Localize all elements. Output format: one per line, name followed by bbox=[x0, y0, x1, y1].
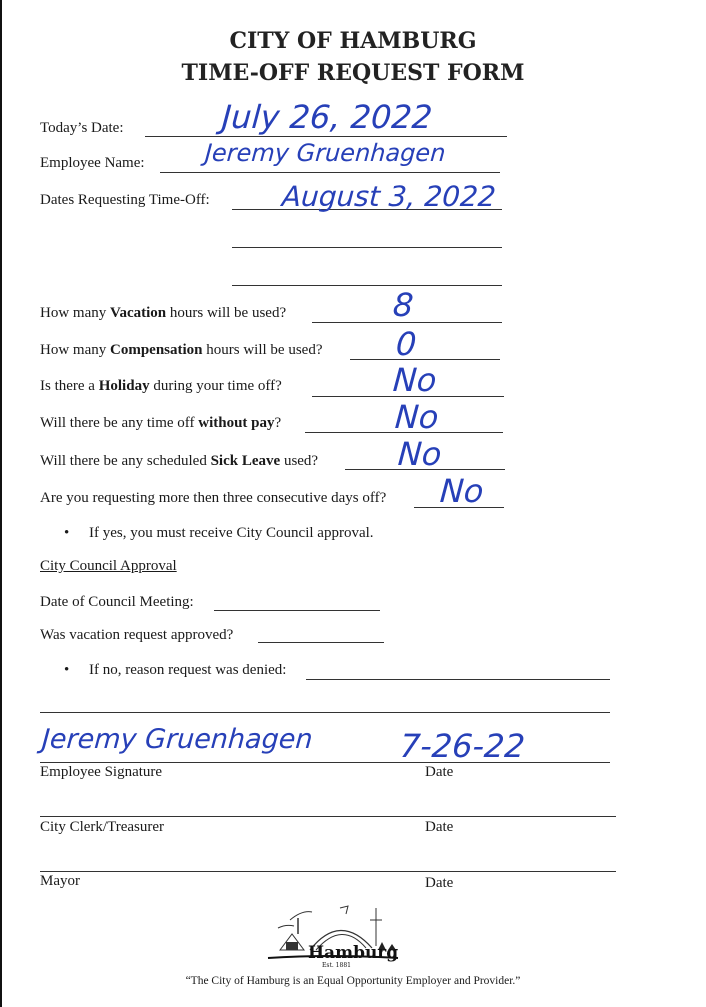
employee-signature: Jeremy Gruenhagen bbox=[40, 724, 314, 755]
holiday-question: Is there a Holiday during your time off? bbox=[40, 378, 282, 394]
without-pay-question: Will there be any time off without pay? bbox=[40, 415, 282, 431]
hamburg-logo-art bbox=[250, 898, 410, 970]
todays-date-value: July 26, 2022 bbox=[220, 98, 434, 136]
mayor-signature-line[interactable] bbox=[40, 871, 616, 872]
dates-requesting-line-3[interactable] bbox=[232, 285, 502, 286]
compensation-answer-line[interactable] bbox=[350, 359, 500, 360]
sick-leave-answer: No bbox=[396, 435, 443, 473]
hamburg-logo bbox=[250, 898, 410, 970]
page-left-edge bbox=[0, 0, 2, 1007]
approved-question: Was vacation request approved? bbox=[40, 627, 234, 643]
clerk-date-label: Date bbox=[425, 819, 454, 835]
employee-date-label: Date bbox=[425, 764, 454, 780]
council-meeting-line[interactable] bbox=[214, 610, 380, 611]
vacation-question: How many Vacation hours will be used? bbox=[40, 305, 287, 321]
council-approval-note: If yes, you must receive City Council approval. bbox=[89, 525, 374, 541]
employee-name-line[interactable] bbox=[160, 172, 500, 173]
clerk-signature-label: City Clerk/Treasurer bbox=[40, 819, 165, 835]
holiday-answer: No bbox=[391, 361, 438, 399]
denied-reason-label: If no, reason request was denied: bbox=[89, 662, 287, 678]
dates-requesting-line-2[interactable] bbox=[232, 247, 502, 248]
council-meeting-label: Date of Council Meeting: bbox=[40, 594, 194, 610]
without-pay-answer: No bbox=[393, 398, 440, 436]
denied-reason-line-1[interactable] bbox=[306, 679, 610, 680]
form-title-form: TIME-OFF REQUEST FORM bbox=[181, 60, 525, 86]
dates-requesting-label: Dates Requesting Time-Off: bbox=[40, 192, 210, 208]
denied-reason-line-2[interactable] bbox=[40, 712, 610, 713]
approved-line[interactable] bbox=[258, 642, 384, 643]
employee-signature-label: Employee Signature bbox=[40, 764, 163, 780]
employee-name-label: Employee Name: bbox=[40, 155, 145, 171]
clerk-signature-line[interactable] bbox=[40, 816, 616, 817]
council-approval-heading: City Council Approval bbox=[40, 558, 177, 574]
todays-date-label: Today’s Date: bbox=[40, 120, 124, 136]
bullet-dot: • bbox=[64, 662, 70, 678]
mayor-signature-label: Mayor bbox=[40, 873, 80, 889]
employee-name-value: Jeremy Gruenhagen bbox=[204, 139, 447, 167]
sick-leave-question: Will there be any scheduled Sick Leave used? bbox=[40, 453, 319, 469]
logo-wordmark: Hamburg bbox=[308, 943, 399, 963]
consecutive-days-question: Are you requesting more then three consecutive days off? bbox=[40, 490, 387, 506]
equal-opportunity-footer: “The City of Hamburg is an Equal Opportunity Employer and Provider.” bbox=[185, 975, 521, 987]
dates-requesting-value: August 3, 2022 bbox=[280, 180, 497, 213]
mayor-date-label: Date bbox=[425, 875, 454, 891]
consecutive-answer: No bbox=[438, 472, 485, 510]
bullet-dot: • bbox=[64, 525, 70, 541]
compensation-answer: 0 bbox=[394, 325, 418, 363]
form-title-city: CITY OF HAMBURG bbox=[229, 28, 477, 54]
employee-signature-line[interactable] bbox=[40, 762, 610, 763]
employee-signature-date: 7-26-22 bbox=[398, 727, 527, 765]
logo-established: Est. 1881 bbox=[322, 962, 351, 969]
todays-date-line[interactable] bbox=[145, 136, 507, 137]
compensation-question: How many Compensation hours will be used? bbox=[40, 342, 323, 358]
vacation-answer: 8 bbox=[391, 286, 415, 324]
